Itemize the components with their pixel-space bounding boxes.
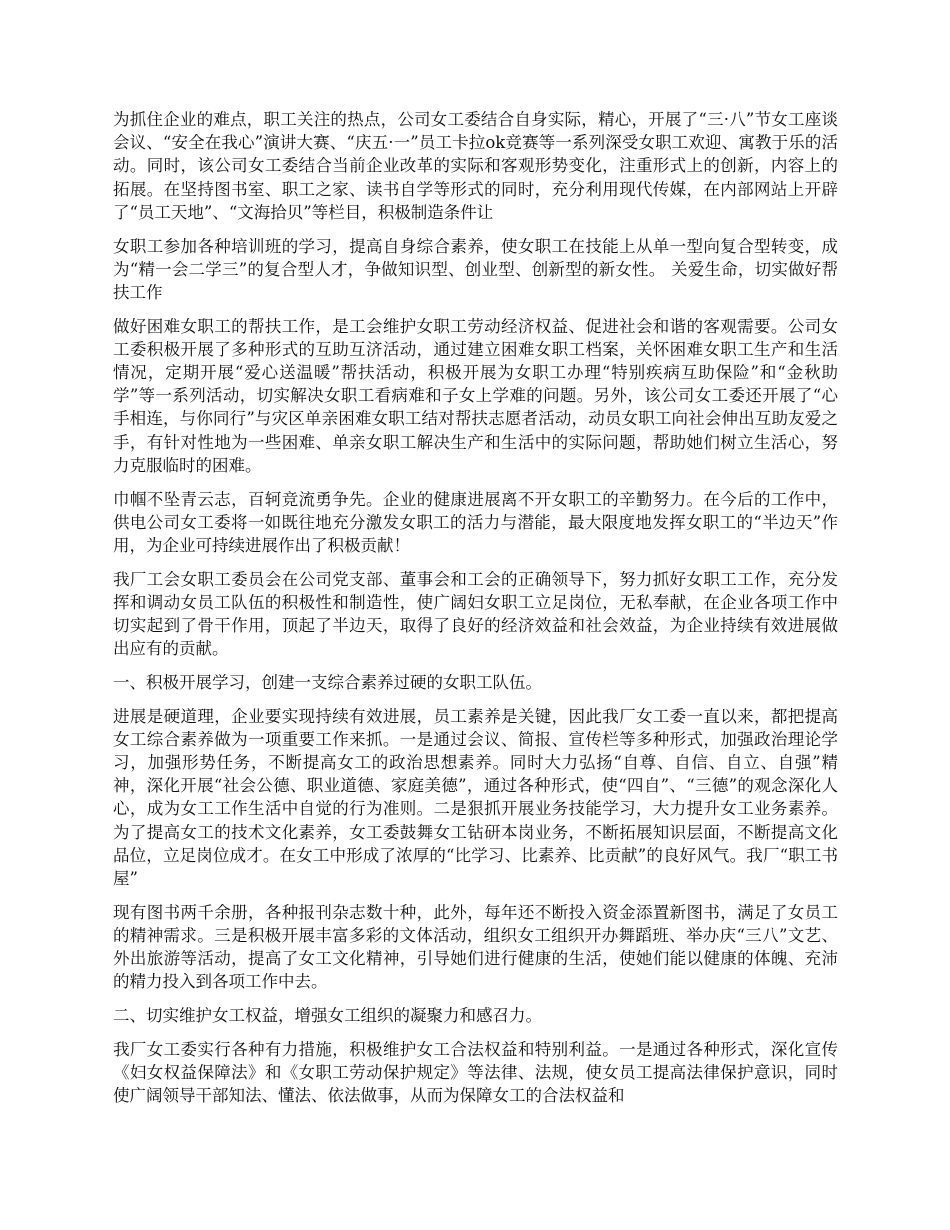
paragraph-2: 女职工参加各种培训班的学习，提高自身综合素养，使女职工在技能上从单一型向复合型转变，成为“精一会二学三”的复合型人才，争做知识型、创业型、创新型的新女性。 关爱生命，切实做好帮扶工作 (113, 236, 838, 302)
paragraph-10: 我厂女工委实行各种有力措施，积极维护女工合法权益和特别利益。一是通过各种形式，深化宣传《妇女权益保障法》和《女职工劳动保护规定》等法律、法规，使女员工提高法律保护意识，同时使广阔领导干部知法、懂法、依法做事，从而为保障女工的合法权益和 (113, 1039, 838, 1106)
section-heading-2: 二、切实维护女工权益，增强女工组织的凝聚力和感召力。 (113, 1006, 542, 1026)
paragraph-8: 现有图书两千余册，各种报刊杂志数十种，此外，每年还不断投入资金添置新图书，满足了女员工的精神需求。三是积极开展丰富多彩的文体活动，组织女工组织开办舞蹈班、举办庆“三八”文艺、外出旅游等活动，提高了女工文化精神，引导她们进行健康的生活，使她们能以健康的体魄、充沛的精力投入到各项工作中去。 (113, 902, 838, 992)
paragraph-7: 进展是硬道理，企业要实现持续有效进展，员工素养是关键，因此我厂女工委一直以来，都把提高女工综合素养做为一项重要工作来抓。一是通过会议、简报、宣传栏等多种形式，加强政治理论学习，加强形势任务，不断提高女工的政治思想素养。同时大力弘扬“自尊、自信、自立、自强”精神，深化开展“社会公德、职业道德、家庭美德”，通过各种形式，使“四自”、“三德”的观念深化人心，成为女工工作生活中自觉的行为准则。二是狠抓开展业务技能学习，大力提升女工业务素养。为了提高女工的技术文化素养，女工委鼓舞女工钻研本岗业务，不断拓展知识层面，不断提高文化品位，立足岗位成才。在女工中形成了浓厚的“比学习、比素养、比贡献”的良好风气。我厂“职工书屋” (113, 706, 838, 889)
paragraph-4: 巾帼不坠青云志，百轲竞流勇争先。企业的健康进展离不开女职工的辛勤努力。在今后的工作中，供电公司女工委将一如既往地充分激发女职工的活力与潜能，最大限度地发挥女职工的“半边天”作用，为企业可持续进展作出了积极贡献！ (113, 489, 838, 555)
section-heading-1: 一、积极开展学习，创建一支综合素养过硬的女职工队伍。 (113, 672, 542, 692)
paragraph-3: 做好困难女职工的帮扶工作，是工会维护女职工劳动经济权益、促进社会和谐的客观需要。公司女工委积极开展了多种形式的互助互济活动，通过建立困难女职工档案，关怀困难女职工生产和生活情况，定期开展“爱心送温暖”帮扶活动，积极开展为女职工办理“特别疾病互助保险”和“金秋助学”等一系列活动，切实解决女职工看病难和子女上学难的问题。另外，该公司女工委还开展了“心手相连，与你同行”与灾区单亲困难女职工结对帮扶志愿者活动，动员女职工向社会伸出互助友爱之手，有针对性地为一些困难、单亲女职工解决生产和生活中的实际问题，帮助她们树立生活心，努力克服临时的困难。 (113, 316, 838, 475)
document-body (113, 108, 838, 1118)
paragraph-1: 为抓住企业的难点，职工关注的热点，公司女工委结合自身实际，精心，开展了“三·八”节女工座谈会议、“安全在我心”演讲大赛、“庆五·一”员工卡拉ok竞赛等一系列深受女职工欢迎、寓教于乐的活动。同时，该公司女工委结合当前企业改革的实际和客观形势变化，注重形式上的创新，内容上的拓展。在坚持图书室、职工之家、读书自学等形式的同时，充分利用现代传媒，在内部网站上开辟了“员工天地”、“文海拾贝”等栏目，积极制造条件让 (113, 110, 838, 222)
paragraph-5: 我厂工会女职工委员会在公司党支部、董事会和工会的正确领导下，努力抓好女职工工作，充分发挥和调动女员工队伍的积极性和制造性，使广阔妇女职工立足岗位，无私奉献，在企业各项工作中切实起到了骨干作用，顶起了半边天，取得了良好的经济效益和社会效益，为企业持续有效进展做出应有的贡献。 (113, 569, 838, 659)
